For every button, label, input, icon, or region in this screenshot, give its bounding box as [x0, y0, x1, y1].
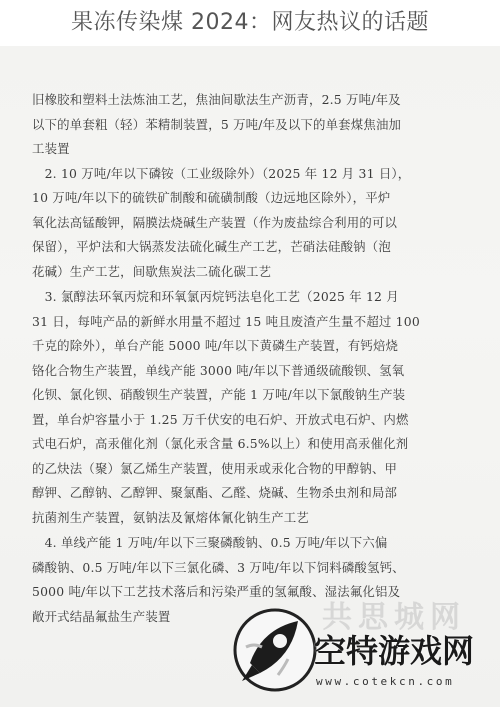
document-line: 的乙炔法（聚）氯乙烯生产装置，使用汞或汞化合物的甲醇钠、甲: [32, 460, 398, 476]
document-line: 花碱）生产工艺，间歇焦炭法二硫化碳工艺: [32, 263, 272, 279]
document-line: 铬化合物生产装置，单线产能 3000 吨/年以下普通级硫酸钡、氢氧: [32, 362, 405, 378]
document-line: 以下的单套粗（轻）苯精制装置，5 万吨/年及以下的单套煤焦油加: [32, 116, 402, 132]
document-line: 10 万吨/年以下的硫铁矿制酸和硫磺制酸（边远地区除外），平炉: [32, 190, 391, 205]
document-line: 5000 吨/年以下工艺技术落后和污染严重的氢氟酸、湿法氟化铝及: [32, 584, 401, 599]
document-line: 式电石炉，高汞催化剂（氯化汞含量 6.5%以上）和使用高汞催化剂: [32, 436, 409, 451]
document-line: 醇钾、乙醇钠、乙醇钾、聚氯酯、乙醛、烧碱、生物杀虫剂和局部: [32, 485, 398, 500]
document-line: 抗菌剂生产装置，氨钠法及氰熔体氰化钠生产工艺: [32, 509, 309, 525]
document-line: 2. 10 万吨/年以下磷铵（工业级除外）（2025 年 12 月 31 日），: [32, 165, 411, 181]
document-paragraph: [32, 162, 452, 285]
document-scan: [0, 46, 500, 707]
document-line: 31 日，每吨产品的新鲜水用量不超过 15 吨且废渣产生量不超过 100: [32, 313, 420, 329]
document-line: 千克的除外），单台产能 5000 吨/年以下黄磷生产装置，有钙焙烧: [32, 338, 399, 353]
document-paragraph: [32, 285, 452, 530]
page-title: 果冻传染煤 2024：网友热议的话题: [71, 10, 429, 35]
document-line: 旧橡胶和塑料土法炼油工艺，焦油间歇法生产沥青，2.5 万吨/年及: [32, 92, 401, 107]
watermark: [232, 600, 494, 701]
document-line: 保留），平炉法和大锅蒸发法硫化碱生产工艺，芒硝法硅酸钠（泡: [32, 239, 391, 254]
document-line: 磷酸钠、0.5 万吨/年以下三氯化磷、3 万吨/年以下饲料磷酸氢钙、: [32, 559, 405, 575]
document-line: 氧化法高锰酸钾，隔膜法烧碱生产装置（作为废盐综合利用的可以: [32, 214, 398, 230]
document-line: 化钡、氯化钡、硝酸钡生产装置，产能 1 万吨/年以下氯酸钠生产装: [32, 387, 406, 402]
document-line: 4. 单线产能 1 万吨/年以下三聚磷酸钠、0.5 万吨/年以下六偏: [32, 535, 388, 550]
document-line: 3. 氯醇法环氧丙烷和环氧氯丙烷钙法皂化工艺（2025 年 12 月: [32, 289, 399, 304]
rocket-logo-icon: [232, 607, 318, 693]
watermark-brand-text: 空特游戏网: [314, 632, 475, 670]
watermark-url: www.cotekcn.com: [316, 675, 455, 688]
document-line: 工装置: [32, 141, 70, 156]
document-line: 置，单台炉容量小于 1.25 万千伏安的电石炉、开放式电石炉、内燃: [32, 411, 409, 427]
document-paragraph: [32, 88, 452, 162]
document-line: 敞开式结晶氟盐生产装置: [32, 608, 171, 624]
watermark-top-text: 共思城网: [322, 600, 466, 635]
document-body: [32, 88, 452, 629]
